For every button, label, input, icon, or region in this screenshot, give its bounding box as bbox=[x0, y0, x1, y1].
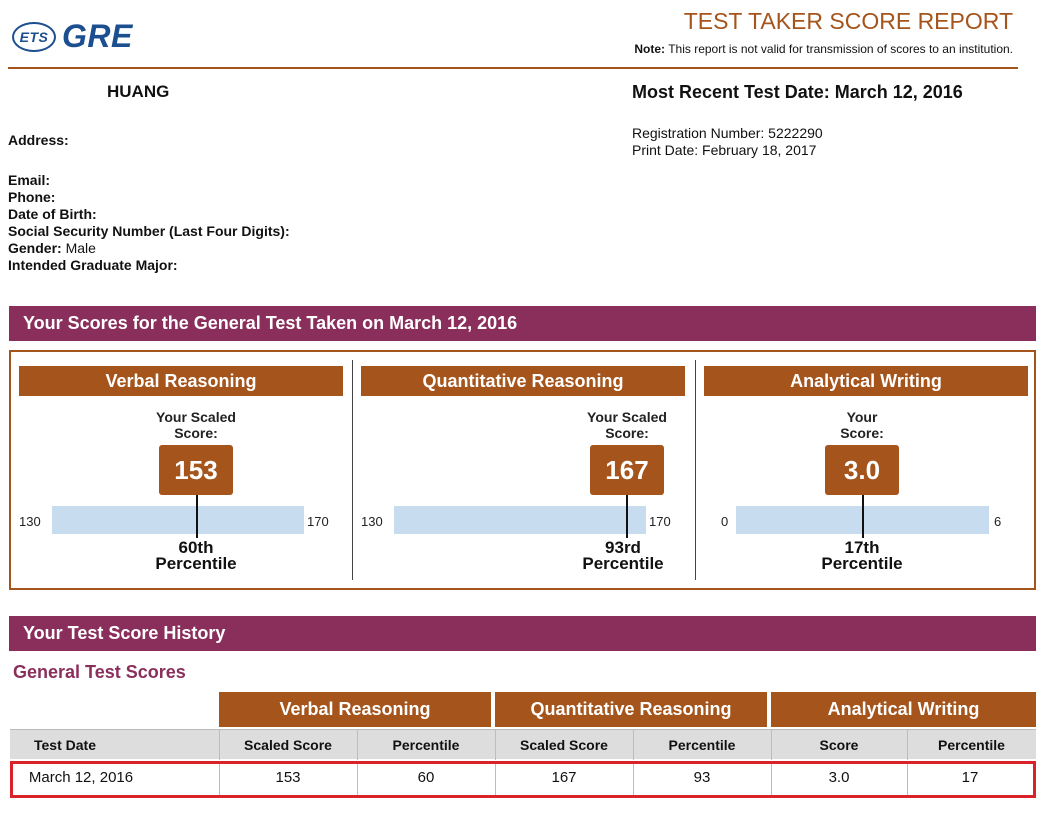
writing-header: Analytical Writing bbox=[704, 366, 1028, 396]
registration-number bbox=[632, 125, 823, 142]
writing-percentile-value: 17th bbox=[844, 538, 880, 557]
row-quant-scaled: 167 bbox=[551, 769, 577, 786]
verbal-score-marker bbox=[196, 495, 198, 538]
note-label: Note: bbox=[634, 42, 666, 56]
quant-header: Quantitative Reasoning bbox=[361, 366, 685, 396]
ssn-label: Social Security Number (Last Four Digits): bbox=[8, 223, 290, 239]
address-label: Address: bbox=[8, 132, 69, 148]
verbal-scale-max: 170 bbox=[307, 514, 329, 529]
header-quant-scaled: Scaled Score bbox=[520, 737, 608, 753]
quant-score-bar bbox=[394, 506, 646, 534]
quant-score-box: 167 bbox=[590, 445, 664, 495]
report-title: TEST TAKER SCORE REPORT bbox=[683, 8, 1013, 34]
verbal-scale-min: 130 bbox=[19, 514, 41, 529]
recent-test-date: Most Recent Test Date: March 12, 2016 bbox=[632, 82, 963, 102]
print-date bbox=[632, 142, 823, 159]
row-writing-percentile: 17 bbox=[961, 769, 979, 786]
verbal-percentile-value: 60th bbox=[178, 538, 214, 557]
verbal-label-line2: Score: bbox=[174, 425, 218, 441]
verbal-percentile-label: Percentile bbox=[155, 554, 237, 573]
print-date-value: February 18, 2017 bbox=[702, 142, 817, 158]
history-section-title: Your Test Score History bbox=[9, 616, 1036, 651]
row-writing-score: 3.0 bbox=[828, 769, 850, 786]
row-test-date: March 12, 2016 bbox=[28, 769, 134, 786]
header-writing-score: Score bbox=[819, 737, 859, 753]
verbal-scaled-label bbox=[136, 409, 256, 441]
writing-score-card bbox=[696, 352, 1036, 588]
header-writing-percentile: Percentile bbox=[938, 737, 1005, 753]
phone-label: Phone: bbox=[8, 189, 56, 205]
writing-scaled-label bbox=[802, 409, 922, 441]
registration-value: 5222290 bbox=[768, 125, 823, 141]
phone-field bbox=[8, 189, 290, 206]
gre-logo bbox=[12, 18, 133, 55]
gender-value: Male bbox=[65, 240, 96, 256]
email-field bbox=[8, 172, 290, 189]
header-verbal-scaled: Scaled Score bbox=[244, 737, 332, 753]
header-verbal-percentile: Percentile bbox=[392, 737, 460, 753]
quant-label-line1: Your Scaled bbox=[587, 409, 667, 425]
history-group-writing: Analytical Writing bbox=[771, 692, 1036, 727]
quant-score-card bbox=[353, 352, 693, 588]
row-verbal-percentile: 60 bbox=[417, 769, 435, 786]
quant-label-line2: Score: bbox=[605, 425, 649, 441]
ets-logo: ETS bbox=[12, 22, 56, 52]
history-group-quant: Quantitative Reasoning bbox=[495, 692, 767, 727]
major-label: Intended Graduate Major: bbox=[8, 257, 178, 273]
quant-score-marker bbox=[626, 495, 628, 538]
header-divider bbox=[8, 67, 1018, 69]
header-quant-percentile: Percentile bbox=[668, 737, 736, 753]
dob-field bbox=[8, 206, 290, 223]
header-test-date: Test Date bbox=[34, 737, 96, 753]
address-field bbox=[8, 132, 69, 149]
quant-scale-max: 170 bbox=[649, 514, 671, 529]
gre-wordmark: GRE bbox=[62, 18, 133, 54]
taker-name: HUANG bbox=[107, 82, 170, 101]
note-text: This report is not valid for transmission of scores to an institution. bbox=[668, 42, 1013, 56]
writing-label-line2: Score: bbox=[840, 425, 884, 441]
verbal-score-box: 153 bbox=[159, 445, 233, 495]
email-label: Email: bbox=[8, 172, 51, 188]
quant-scaled-label bbox=[567, 409, 687, 441]
major-field bbox=[8, 257, 290, 274]
scores-panel bbox=[9, 350, 1036, 590]
table-row bbox=[10, 761, 1036, 798]
contact-details bbox=[8, 172, 290, 274]
writing-score-marker bbox=[862, 495, 864, 538]
writing-percentile bbox=[792, 540, 932, 572]
writing-label-line1: Your bbox=[846, 409, 878, 425]
general-test-scores-heading: General Test Scores bbox=[13, 662, 186, 682]
row-quant-percentile: 93 bbox=[693, 769, 711, 786]
gender-field bbox=[8, 240, 290, 257]
verbal-label-line1: Your Scaled bbox=[156, 409, 236, 425]
report-note bbox=[634, 42, 1013, 56]
verbal-score-bar bbox=[52, 506, 304, 534]
verbal-score-card bbox=[11, 352, 351, 588]
quant-percentile-label: Percentile bbox=[582, 554, 664, 573]
registration-label: Registration Number: bbox=[632, 125, 765, 141]
writing-scale-max: 6 bbox=[994, 514, 1002, 529]
quant-scale-min: 130 bbox=[361, 514, 383, 529]
verbal-header: Verbal Reasoning bbox=[19, 366, 343, 396]
writing-percentile-label: Percentile bbox=[821, 554, 903, 573]
print-date-label: Print Date: bbox=[632, 142, 699, 158]
registration-info bbox=[632, 125, 823, 159]
quant-percentile-value: 93rd bbox=[605, 538, 641, 557]
scores-section-title: Your Scores for the General Test Taken on March 12, 2016 bbox=[9, 306, 1036, 341]
writing-scale-min: 0 bbox=[721, 514, 729, 529]
gender-label: Gender: bbox=[8, 240, 62, 256]
row-verbal-scaled: 153 bbox=[275, 769, 301, 786]
quant-percentile bbox=[553, 540, 693, 572]
ssn-field bbox=[8, 223, 290, 240]
history-column-headers bbox=[10, 729, 1036, 759]
verbal-percentile bbox=[126, 540, 266, 572]
writing-score-box: 3.0 bbox=[825, 445, 899, 495]
history-group-verbal: Verbal Reasoning bbox=[219, 692, 491, 727]
dob-label: Date of Birth: bbox=[8, 206, 97, 222]
